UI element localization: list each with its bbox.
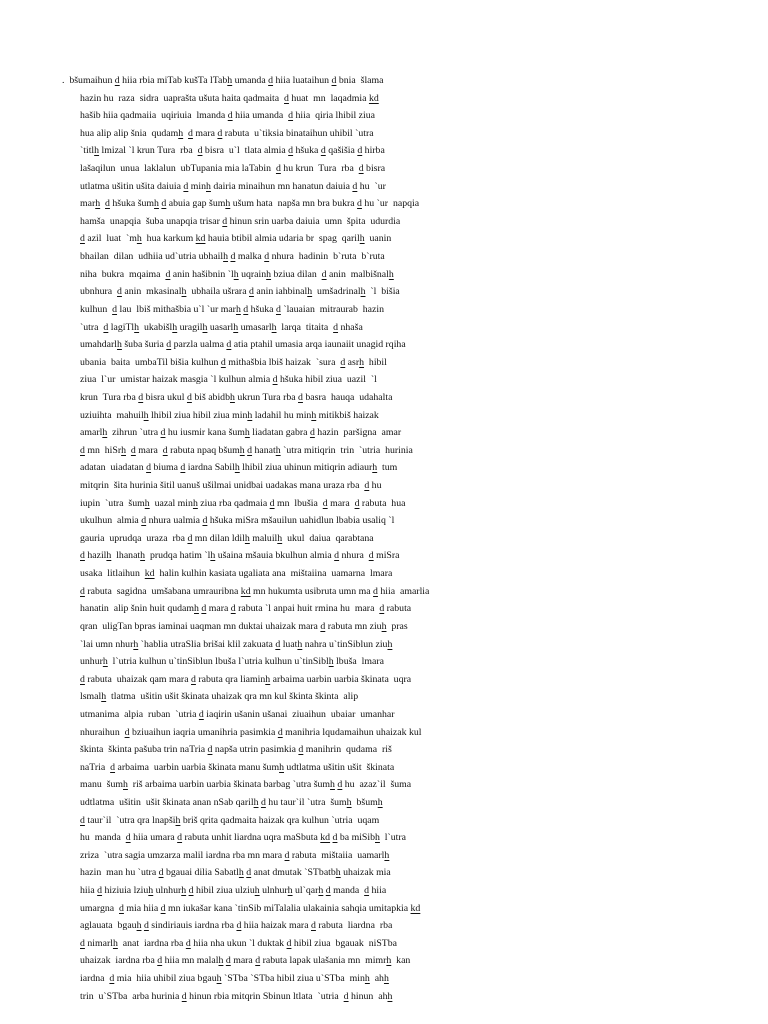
text-line: hazin hu raza sidra uaprašta ušuta haita qadmaita d huat mn laqadmia kd xyxy=(80,92,379,104)
underlined-glyph: h xyxy=(359,356,365,368)
underlined-glyph: d xyxy=(165,268,171,280)
underlined-glyph: h xyxy=(383,973,389,985)
underlined-glyph: h xyxy=(247,409,253,421)
underlined-glyph: d xyxy=(275,303,281,315)
underlined-glyph: d xyxy=(161,198,167,210)
underlined-glyph: d xyxy=(243,303,249,315)
underlined-glyph: h xyxy=(181,286,187,298)
underlined-glyph: h xyxy=(172,321,178,333)
underlined-glyph: d xyxy=(357,145,363,157)
underlined-glyph: h xyxy=(266,268,272,280)
underlined-glyph: d xyxy=(181,990,187,1002)
underlined-glyph: h xyxy=(175,814,181,826)
underlined-glyph: d xyxy=(236,920,242,932)
underlined-glyph: d xyxy=(332,832,338,844)
underlined-glyph: d xyxy=(354,497,360,509)
underlined-glyph: h xyxy=(140,550,146,562)
underlined-glyph: d xyxy=(80,585,85,597)
underlined-glyph: h xyxy=(194,603,199,615)
text-line: d taur`il `utra qra lnapših briš qrita qadmaita haizak qra kulhun `utria uqam xyxy=(80,814,380,826)
text-line: trin u`STba arba hurinia d hinun rbia mitqrin Sbinun ltlata `utria d hinun ahh xyxy=(80,990,393,1002)
text-line: d hazilh lhanath prudqa hatim `lh ušaina mšauia bkulhun almia d nhura d miSra xyxy=(80,550,400,562)
text-line: nhuraihun d bziuaihun iaqria umanihria pasimkia d manihria lqudamaihun uhaizak kul xyxy=(80,726,422,738)
underlined-glyph: d xyxy=(119,902,124,914)
underlined-glyph: h xyxy=(133,638,139,650)
underlined-glyph: d xyxy=(207,744,213,756)
underlined-glyph: h xyxy=(229,391,235,403)
underlined-glyph: h xyxy=(136,920,142,932)
underlined-glyph: d xyxy=(227,110,233,122)
underlined-glyph: h xyxy=(335,867,341,879)
underlined-glyph: d xyxy=(368,550,374,562)
underlined-glyph: h xyxy=(271,321,277,333)
underlined-glyph: h xyxy=(238,867,244,879)
underlined-glyph: kd xyxy=(195,233,206,245)
underlined-glyph: h xyxy=(95,198,101,210)
text-line: ukulhun almia d nhura ualmia d hšuka miSra mšauilun uahidlun lbabia usaliq `l xyxy=(80,515,395,527)
text-line: manu šumh riš arbaima uarbin uarbia škinata barbag `utra šumh d hu azaz`il šuma xyxy=(80,779,412,791)
underlined-glyph: d xyxy=(309,427,315,439)
underlined-glyph: d xyxy=(198,708,204,720)
underlined-glyph: h xyxy=(372,462,378,474)
underlined-glyph: h xyxy=(381,620,387,632)
underlined-glyph: h xyxy=(287,885,293,897)
text-line: lašaqilun unua laklalun ubTupania mia laTabin d hu krun Tura rba d bisra xyxy=(80,163,386,175)
text-line: škinta škinta pašuba trin naTria d napša utrin pasimkia d manihrin qudama riš xyxy=(80,744,392,756)
document-body-text xyxy=(62,72,740,1005)
underlined-glyph: d xyxy=(114,75,120,86)
underlined-glyph: d xyxy=(80,233,85,245)
underlined-glyph: h xyxy=(297,638,303,650)
underlined-glyph: d xyxy=(340,356,346,368)
underlined-glyph: h xyxy=(123,779,128,791)
underlined-glyph: h xyxy=(181,885,187,897)
underlined-glyph: d xyxy=(109,973,115,985)
underlined-glyph: d xyxy=(186,391,192,403)
underlined-glyph: h xyxy=(94,145,100,157)
underlined-glyph: d xyxy=(255,955,261,967)
underlined-glyph: d xyxy=(364,885,370,897)
text-line: niha bukra mqaima d anin hašibnin `lh uqrainh bziua dilan d anin malbišnalh xyxy=(80,268,394,280)
underlined-glyph: d xyxy=(80,444,85,456)
underlined-glyph: h xyxy=(216,973,222,985)
underlined-glyph: h xyxy=(227,75,233,86)
underlined-glyph: d xyxy=(311,920,316,932)
underlined-glyph: d xyxy=(373,585,378,597)
text-line: utmanima alpia ruban `utria d iaqirin ušanin ušanai ziuaihun ubaiar umanhar xyxy=(80,708,395,720)
underlined-glyph: h xyxy=(279,761,284,773)
underlined-glyph: h xyxy=(143,409,149,421)
text-line: d azil luat `mh hua karkum kd hauia btibil almia udaria br spag qarilh uanin xyxy=(80,233,392,245)
underlined-glyph: d xyxy=(183,180,189,192)
text-line: usaka litlaihun kd halin kulhin kasiata ugaliata ana mištaiina uamarna lmara xyxy=(80,568,393,580)
text-line: aglauata bgauh d sindiriauis iardna rba d hiia haizak mara d rabuta liardna rba xyxy=(80,920,393,932)
text-line: hiia d hiziuia lziuh ulnhurh d hibil ziua ulziuh ulnhurh ul`qarh d manda d hiia xyxy=(80,885,387,897)
underlined-glyph: h xyxy=(112,937,118,949)
text-line: iupin `utra šumh uazal minh ziua rba qadmaia d mn lbušia d mara d rabuta hua xyxy=(80,497,406,509)
underlined-glyph: h xyxy=(275,444,281,456)
text-line: qran uligTan bpras iaminai uaqman mn duktai uhaizak mara d rabuta mn ziuh pras xyxy=(80,620,408,632)
underlined-glyph: h xyxy=(136,233,142,245)
text-line: adatan uiadatan d biuma d iardna Sabilh lhibil ziua uhinun mitiqrin adiaurh tum xyxy=(80,462,398,474)
text-line: `utra d lagiTlh ukabišlh uragilh uasarlh umasarlh larqa titaita d nhaša xyxy=(80,321,363,333)
underlined-glyph: d xyxy=(379,603,385,615)
text-line: lsmalh tlatma ušitin ušit škinata uhaizak qra mn kul škinta škinta alip xyxy=(80,691,359,703)
underlined-glyph: d xyxy=(220,356,226,368)
underlined-glyph: h xyxy=(239,444,245,456)
underlined-glyph: h xyxy=(360,286,366,298)
underlined-glyph: d xyxy=(358,163,364,175)
underlined-glyph: d xyxy=(268,75,274,86)
underlined-glyph: d xyxy=(284,849,290,861)
underlined-glyph: h xyxy=(364,973,370,985)
underlined-glyph: d xyxy=(143,920,149,932)
underlined-glyph: d xyxy=(272,374,278,386)
underlined-glyph: d xyxy=(146,462,152,474)
underlined-glyph: d xyxy=(105,198,110,210)
underlined-glyph: h xyxy=(253,796,259,808)
underlined-glyph: h xyxy=(311,409,317,421)
text-line: `titlh lmizal `l krun Tura rba d bisra u`l tlata almia d hšuka d qašišia d hirba xyxy=(80,145,385,157)
underlined-glyph: d xyxy=(288,110,294,122)
underlined-glyph: h xyxy=(244,532,250,544)
underlined-glyph: kd xyxy=(410,902,421,914)
underlined-glyph: h xyxy=(121,444,127,456)
underlined-glyph: d xyxy=(357,198,362,210)
underlined-glyph: kd xyxy=(240,585,251,597)
underlined-glyph: d xyxy=(286,937,292,949)
underlined-glyph: h xyxy=(202,321,208,333)
underlined-glyph: d xyxy=(180,462,186,474)
text-line: d mn hiSrh d mara d rabuta npaq bšumh d hanath `utra mitiqrin trin `utria hurinia xyxy=(80,444,413,456)
underlined-glyph: d xyxy=(166,339,172,351)
text-line: hanatin alip šnin huit qudamh d mara d rabuta `l anpai huit rmina hu mara d rabuta xyxy=(80,603,412,615)
underlined-glyph: d xyxy=(125,832,131,844)
underlined-glyph: h xyxy=(359,233,365,245)
underlined-glyph: d xyxy=(275,638,281,650)
underlined-glyph: d xyxy=(80,937,85,949)
text-line: d rabuta uhaizak qam mara d rabuta qra liaminh arbaima uarbin uarbia škinata uqra xyxy=(80,673,412,685)
underlined-glyph: d xyxy=(124,726,130,738)
text-line: iardna d mia hiia uhibil ziua bgauh `STba `STba hibil ziua u`STba minh ahh xyxy=(80,973,389,985)
underlined-glyph: h xyxy=(210,550,216,562)
text-line: hamša unapqia šuba unapqia trisar d hinun srin uarba daiuia umn špita udurdia xyxy=(80,215,401,227)
underlined-glyph: d xyxy=(130,444,136,456)
text-line: utlatma ušitin ušita daiuia d minh dairia minaihun mn hanatun daiuia d hu `ur xyxy=(80,180,386,192)
underlined-glyph: h xyxy=(346,796,352,808)
underlined-glyph: d xyxy=(334,550,340,562)
text-line: kulhun d lau lbiš mithašbia u`l `ur marh d hšuka d `lauaian mitraurab hazin xyxy=(80,303,384,315)
text-line: hua alip alip šnia qudamh d mara d rabuta u`tiksia binataihun uhibil `utra xyxy=(80,127,374,139)
text-line: unhurh l`utria kulhun u`tinSiblun lbuša l`utria kulhun u`tinSiblh lbuša lmara xyxy=(80,656,384,668)
underlined-glyph: d xyxy=(157,955,163,967)
underlined-glyph: h xyxy=(377,796,383,808)
underlined-glyph: h xyxy=(106,550,112,562)
underlined-glyph: d xyxy=(298,744,304,756)
text-line: ziua l`ur umistar haizak masgia `l kulhun almia d hšuka hibil ziua uazil `l xyxy=(80,374,377,386)
underlined-glyph: h xyxy=(235,303,241,315)
underlined-glyph: d xyxy=(260,796,266,808)
text-line: naTria d arbaima uarbin uarbia škinata manu šumh udtlatma ušitin ušit škinata xyxy=(80,761,395,773)
underlined-glyph: d xyxy=(298,391,303,403)
text-line: `lai umn nhurh `hablia utraSlia brišai klil zakuata d luath nahra u`tinSiblun ziuh xyxy=(80,638,393,650)
underlined-glyph: d xyxy=(103,321,109,333)
text-line: uhaizak iardna rba d hiia mn malalh d mara d rabuta lapak ulašania mn mimrh kan xyxy=(80,955,411,967)
text-line: uziuihta mahuilh lhibil ziua hibil ziua minh ladahil hu minh mitikbiš haizak xyxy=(80,409,379,421)
underlined-glyph: h xyxy=(244,427,250,439)
underlined-glyph: h xyxy=(102,427,108,439)
underlined-glyph: d xyxy=(185,937,191,949)
text-line: hu manda d hiia umara d rabuta unhit liardna uqra maSbuta kd d ba miSibh l`utra xyxy=(80,832,407,844)
underlined-glyph: h xyxy=(148,885,154,897)
underlined-glyph: d xyxy=(226,339,232,351)
underlined-glyph: d xyxy=(112,303,118,315)
underlined-glyph: d xyxy=(188,127,193,139)
underlined-glyph: d xyxy=(337,779,343,791)
underlined-glyph: kd xyxy=(320,832,331,844)
underlined-glyph: d xyxy=(97,885,103,897)
text-line: . bšumaihun d hiia rbia miTab kušTa lTabh umanda d hiia luataihun d bnia šlama xyxy=(62,75,384,86)
underlined-glyph: h xyxy=(117,339,122,351)
underlined-glyph: h xyxy=(206,180,211,192)
underlined-glyph: h xyxy=(387,638,393,650)
underlined-glyph: h xyxy=(318,885,324,897)
underlined-glyph: d xyxy=(320,620,326,632)
underlined-glyph: d xyxy=(117,286,122,298)
text-line: ubnhura d anin mkasinalh ubhaila ušrara d anin iahbinalh umšadrinalh `l bišia xyxy=(80,286,400,298)
underlined-glyph: d xyxy=(230,603,236,615)
underlined-glyph: h xyxy=(307,286,313,298)
underlined-glyph: d xyxy=(331,75,337,86)
underlined-glyph: h xyxy=(388,268,394,280)
underlined-glyph: h xyxy=(218,955,224,967)
underlined-glyph: h xyxy=(233,268,239,280)
underlined-glyph: h xyxy=(234,462,240,474)
underlined-glyph: d xyxy=(80,550,85,562)
underlined-glyph: d xyxy=(141,515,147,527)
text-line: mitqrin šita hurinia šitil uanuš ušilmai unidbai uadakas mana uraza rba d hu xyxy=(80,480,382,492)
text-line: hašib hiia qadmaiia uqiriuia lmanda d hiia umanda d hiia qiria lhibil ziua xyxy=(80,110,375,122)
text-line: amarlh zihrun `utra d hu iusmir kana šumh liadatan gabra d hazin paršigna amar xyxy=(80,427,402,439)
underlined-glyph: h xyxy=(154,198,159,210)
underlined-glyph: d xyxy=(138,391,144,403)
text-line: ubania baita umbaTil bišia kulhun d mithašbia lbiš haizak `sura d asrh hibil xyxy=(80,356,387,368)
underlined-glyph: kd xyxy=(368,92,379,104)
underlined-glyph: h xyxy=(233,321,239,333)
text-line: krun Tura rba d bisra ukul d biš abidbh ukrun Tura rba d basra hauqa udahalta xyxy=(80,391,393,403)
underlined-glyph: d xyxy=(269,497,275,509)
text-line: zriza `utra sagia umzarza malil iardna rba mn mara d rabuta mištaiia uamarlh xyxy=(80,849,390,861)
underlined-glyph: d xyxy=(352,180,358,192)
underlined-glyph: h xyxy=(387,990,393,1002)
underlined-glyph: d xyxy=(162,444,168,456)
underlined-glyph: h xyxy=(225,198,231,210)
underlined-glyph: h xyxy=(254,885,260,897)
text-line: umahdarlh šuba šuria d parzla ualma d atia ptahil umasia arqa iaunaiit unagid rqiha xyxy=(80,339,406,351)
underlined-glyph: h xyxy=(328,656,334,668)
underlined-glyph: h xyxy=(192,497,198,509)
underlined-glyph: kd xyxy=(144,568,155,580)
underlined-glyph: d xyxy=(333,321,339,333)
underlined-glyph: d xyxy=(225,955,231,967)
underlined-glyph: d xyxy=(277,726,283,738)
underlined-glyph: d xyxy=(275,163,281,175)
underlined-glyph: h xyxy=(144,497,150,509)
text-line: marh d hšuka šumh d abuia gap šumh ušum hata napša mn bra bukra d hu `ur napqia xyxy=(80,198,420,210)
underlined-glyph: h xyxy=(101,691,107,703)
underlined-glyph: d xyxy=(158,867,164,879)
underlined-glyph: h xyxy=(102,656,108,668)
underlined-glyph: d xyxy=(325,885,331,897)
underlined-glyph: d xyxy=(191,673,196,685)
underlined-glyph: d xyxy=(249,286,254,298)
underlined-glyph: d xyxy=(201,603,207,615)
underlined-glyph: h xyxy=(265,673,271,685)
underlined-glyph: h xyxy=(134,321,140,333)
underlined-glyph: h xyxy=(375,832,380,844)
underlined-glyph: d xyxy=(284,92,289,104)
underlined-glyph: d xyxy=(230,251,236,263)
underlined-glyph: d xyxy=(246,867,252,879)
text-line: hazin man hu `utra d bgauai dilia Sabatlh d anat dmutak `STbatbh uhaizak mia xyxy=(80,867,391,879)
underlined-glyph: d xyxy=(321,268,327,280)
underlined-glyph: d xyxy=(222,215,228,227)
underlined-glyph: d xyxy=(264,251,270,263)
underlined-glyph: d xyxy=(177,832,183,844)
underlined-glyph: d xyxy=(188,885,194,897)
underlined-glyph: d xyxy=(364,480,370,492)
text-line: gauria uprudqa uraza rba d mn dilan ldilh maluilh ukul daiua qarabtana xyxy=(80,532,374,544)
underlined-glyph: d xyxy=(160,427,166,439)
underlined-glyph: d xyxy=(197,145,203,157)
underlined-glyph: d xyxy=(187,532,193,544)
underlined-glyph: d xyxy=(202,515,208,527)
underlined-glyph: d xyxy=(110,761,116,773)
underlined-glyph: d xyxy=(80,814,85,826)
underlined-glyph: h xyxy=(178,127,184,139)
underlined-glyph: h xyxy=(330,779,335,791)
underlined-glyph: d xyxy=(160,902,166,914)
text-line: d nimarlh anat iardna rba d hiia nha ukun `l duktak d hibil ziua bgauak niSTba xyxy=(80,937,398,949)
underlined-glyph: d xyxy=(322,497,328,509)
text-line: udtlatma ušitin ušit škinata anan nSab qarilh d hu taur`il `utra šumh bšumh xyxy=(80,796,383,808)
text-line: bhailan dilan udhiia ud`utria ubhailh d malka d nhura hadinin b`ruta b`ruta xyxy=(80,251,385,263)
text-line: umargna d mia hiia d mn iukašar kana `tinSib miTalalia ulakainia sahqia umitapkia kd xyxy=(80,902,421,914)
underlined-glyph: d xyxy=(343,990,349,1002)
underlined-glyph: h xyxy=(386,955,392,967)
underlined-glyph: h xyxy=(223,251,229,263)
underlined-glyph: d xyxy=(80,673,85,685)
underlined-glyph: d xyxy=(288,145,294,157)
underlined-glyph: h xyxy=(277,532,283,544)
text-line: d rabuta sagidna umšabana umrauribna kd mn hukumta usibruta umn ma d hiia amarlia xyxy=(80,585,430,597)
underlined-glyph: h xyxy=(384,849,390,861)
underlined-glyph: d xyxy=(217,127,223,139)
underlined-glyph: d xyxy=(320,145,326,157)
underlined-glyph: d xyxy=(247,444,253,456)
